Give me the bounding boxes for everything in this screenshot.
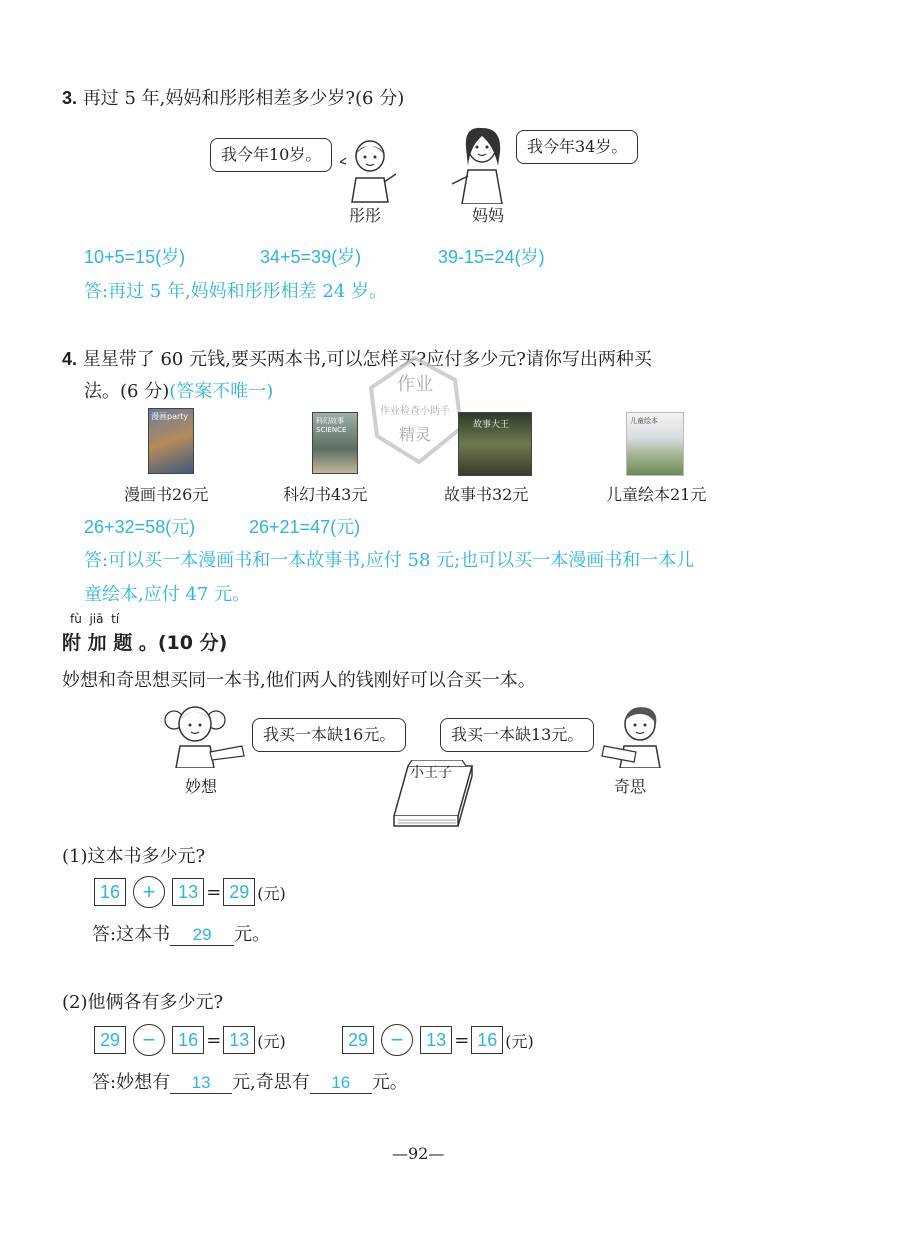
- q4-text-line1: 星星带了 60 元钱,要买两本书,可以怎样买?应付多少元?请你写出两种买: [82, 349, 652, 370]
- q4-calc-2: 26+21=47(元): [249, 517, 361, 537]
- q3-question: [62, 84, 404, 110]
- q3-calc-1: 10+5=15(岁): [84, 247, 186, 267]
- part2-eq1-box-a[interactable]: 29: [94, 1026, 126, 1054]
- part2-equation-1: [94, 1024, 286, 1056]
- part2-eq2-box-b[interactable]: 13: [420, 1026, 452, 1054]
- part2-answer-mid: 元,奇思有: [232, 1072, 310, 1093]
- part2-eq2-operator-circle[interactable]: −: [381, 1024, 413, 1056]
- part2-answer-blank-qisi[interactable]: 16: [310, 1073, 372, 1094]
- part1-answer-suffix: 元。: [234, 924, 271, 945]
- q3-text: 再过 5 年,妈妈和彤彤相差多少岁?(6 分): [82, 88, 405, 109]
- part2-answer-prefix: 答:妙想有: [92, 1072, 171, 1093]
- part1-answer: [92, 920, 270, 946]
- book-label-comic: 漫画书26元: [124, 485, 209, 504]
- q4-calc-1: 26+32=58(元): [84, 517, 196, 537]
- part1-equation: [94, 876, 286, 908]
- q3-calc-3: 39-15=24(岁): [438, 247, 545, 267]
- part2-answer: [92, 1068, 408, 1094]
- part2-eq1-operator-circle[interactable]: −: [133, 1024, 165, 1056]
- part1-box-a[interactable]: 16: [94, 878, 126, 906]
- part1-question: (1)这本书多少元?: [62, 846, 206, 867]
- q4-answer-line2: 童绘本,应付 47 元。: [84, 584, 251, 605]
- name-tongtong: 彤彤: [349, 206, 382, 225]
- part2-eq2-box-a[interactable]: 29: [342, 1026, 374, 1054]
- part1-answer-blank[interactable]: 29: [170, 925, 234, 946]
- mother-illustration: [448, 126, 516, 204]
- story-book-cover: [458, 412, 532, 476]
- q3-number: 3.: [62, 88, 78, 108]
- watermark-stamp: [355, 350, 475, 470]
- watermark-line2: 作业检查小助手: [380, 406, 450, 417]
- part2-answer-suffix: 元。: [371, 1072, 408, 1093]
- bubble-tongtong: 我今年10岁。: [210, 138, 332, 172]
- q4-number: 4.: [62, 349, 78, 369]
- part2-eq1-box-b[interactable]: 16: [172, 1026, 204, 1054]
- scifi-book-cover: [312, 412, 358, 474]
- part1-box-b[interactable]: 13: [172, 878, 204, 906]
- scifi-book-cover-text: 科幻故事 SCIENCE: [316, 417, 347, 434]
- girl-tongtong-illustration: [340, 138, 400, 204]
- q3-answer: 答:再过 5 年,妈妈和彤彤相差 24 岁。: [84, 281, 388, 302]
- part1-unit: (元): [257, 883, 286, 903]
- bonus-title: 附 加 题 。(10 分): [62, 632, 228, 654]
- q4-text-line2: 法。(6 分): [84, 381, 170, 402]
- equals-sign: =: [206, 1029, 222, 1051]
- bonus-text: 妙想和奇思想买同一本书,他们两人的钱刚好可以合买一本。: [62, 670, 536, 691]
- part2-eq2-unit: (元): [505, 1031, 534, 1051]
- part2-eq1-unit: (元): [257, 1031, 286, 1051]
- part2-equation-2: [342, 1024, 534, 1056]
- picture-book-cover: [626, 412, 684, 476]
- bubble-miaoxiang: 我买一本缺16元。: [252, 718, 406, 752]
- book-label-picture: 儿童绘本21元: [606, 485, 707, 504]
- part1-operator-circle[interactable]: +: [133, 876, 165, 908]
- book-title-xiaowangzi: 小王子: [410, 765, 452, 781]
- equals-sign: =: [206, 881, 222, 903]
- name-qisi: 奇思: [614, 777, 647, 796]
- part2-eq1-box-result[interactable]: 13: [223, 1026, 255, 1054]
- part2-eq2-box-result[interactable]: 16: [471, 1026, 503, 1054]
- girl-miaoxiang-illustration: [160, 702, 246, 768]
- comic-book-cover-text: 漫画party: [151, 412, 189, 421]
- q4-note: (答案不唯一): [169, 381, 274, 402]
- book-label-scifi: 科幻书43元: [283, 485, 368, 504]
- story-book-cover-text: 故事大王: [473, 420, 510, 430]
- part2-question: (2)他俩各有多少元?: [62, 992, 224, 1013]
- part1-answer-prefix: 答:这本书: [92, 924, 171, 945]
- q4-answer-line1: 答:可以买一本漫画书和一本故事书,应付 58 元;也可以买一本漫画书和一本儿: [84, 550, 695, 571]
- q4-question-line2: [84, 377, 273, 403]
- watermark-line3: 精灵: [398, 425, 432, 444]
- watermark-line1: 作业: [397, 374, 433, 395]
- q3-calc-2: 34+5=39(岁): [260, 247, 362, 267]
- page-number: —92—: [392, 1144, 445, 1163]
- bubble-mama: 我今年34岁。: [516, 130, 638, 164]
- equals-sign: =: [454, 1029, 470, 1051]
- book-label-story: 故事书32元: [444, 485, 529, 504]
- bonus-pinyin: fù jiā tí: [70, 612, 120, 626]
- bubble-qisi: 我买一本缺13元。: [440, 718, 594, 752]
- boy-qisi-illustration: [600, 702, 672, 768]
- name-mama: 妈妈: [472, 206, 505, 225]
- comic-book-cover: [148, 408, 194, 474]
- picture-book-cover-text: 儿童绘本: [630, 417, 658, 425]
- part1-box-result[interactable]: 29: [223, 878, 255, 906]
- name-miaoxiang: 妙想: [185, 777, 218, 796]
- part2-answer-blank-miaoxiang[interactable]: 13: [170, 1073, 232, 1094]
